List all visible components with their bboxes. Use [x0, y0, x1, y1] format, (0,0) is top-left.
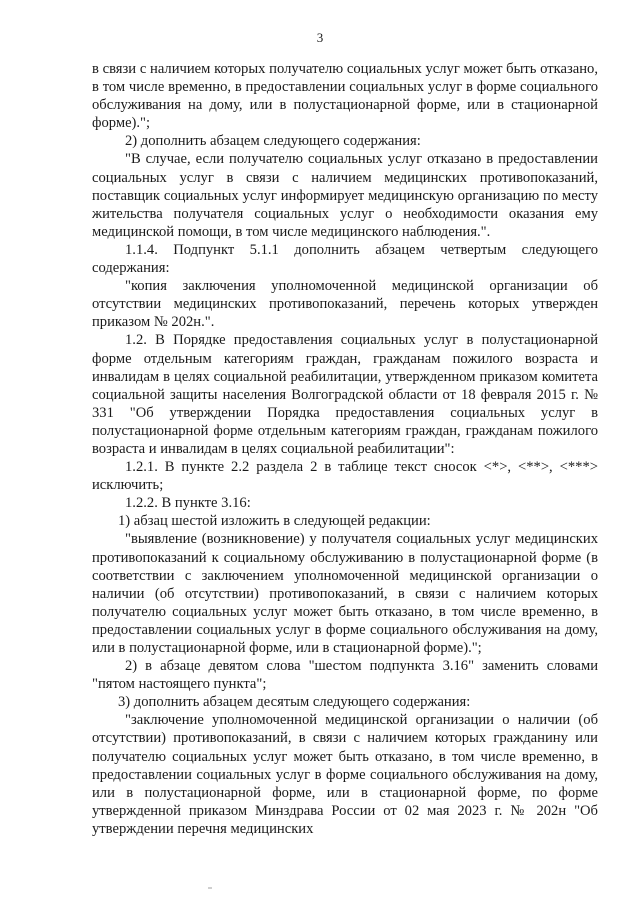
page-number: 3 — [316, 30, 324, 45]
paragraph: 2) дополнить абзацем следующего содержания: — [125, 133, 421, 150]
paragraph: "заключение уполномоченной медицинской организации о наличии (об отсутствии) противопоказаний, в связи с наличием которых гражданину или получателю социальных услуг может быть отказано, в том числе временно, в предоставлении социальных услуг в форме социального обслуживания на дому, или в полустационарной форме, или в стационарной форме, по форме утвержденной приказом Минздрава России от 02 мая 2023 г. № 202н "Об утверждении перечня медицинских — [92, 712, 598, 837]
paragraph: "выявление (возникновение) у получателя социальных услуг медицинских противопоказаний к социальному обслуживанию в полустационарной форме (в соответствии с заключением уполномоченной медицинской организации о наличии (об отсутствии) противопоказаний, в связи с наличием которых получателю социальных услуг может быть отказано, в том числе временно, в предоставлении социальных услуг в форме социального обслуживания на дому, или в полустационарной форме, или в стационарной форме)."; — [92, 531, 598, 656]
paragraph: 1.2.1. В пункте 2.2 раздела 2 в таблице текст сносок <*>, <**>, <***> исключить; — [92, 459, 598, 494]
paragraph: 1.1.4. Подпункт 5.1.1 дополнить абзацем четвертым следующего содержания: — [92, 241, 598, 277]
document-body — [92, 60, 598, 838]
paragraph: 1.2. В Порядке предоставления социальных услуг в полустационарной форме отдельным категориям граждан, гражданам пожилого возраста и инвалидам в целях социальной реабилитации, утвержденном приказом комитета социальной защиты населения Волгоградской области от 18 февраля 2015 г. № 331 "Об утверждении Порядка предоставления социальных услуг в полустационарной форме отдельным категориям граждан, гражданам пожилого возраста и инвалидам в целях социальной реабилитации": — [92, 332, 598, 457]
paragraph: "копия заключения уполномоченной медицинской организации об отсутствии медицинских противопоказаний, перечень которых утвержден приказом № 202н.". — [92, 278, 598, 331]
paragraph: 1) абзац шестой изложить в следующей редакции: — [118, 513, 431, 530]
paragraph: 3) дополнить абзацем десятым следующего содержания: — [118, 694, 471, 711]
paragraph: 1.2.2. В пункте 3.16: — [125, 495, 251, 512]
paragraph: в связи с наличием которых получателю социальных услуг может быть отказано, в том числе временно, в предоставлении социальных услуг в форме социального обслуживания на дому, или в полустационарной форме, или в стационарной форме)."; — [92, 61, 598, 132]
paragraph: "В случае, если получателю социальных услуг отказано в предоставлении социальных услуг в связи с наличием медицинских противопоказаний, поставщик социальных услуг информирует медицинскую организацию по месту жительства получателя социальных услуг о необходимости оказания ему медицинской помощи, в том числе медицинского наблюдения.". — [92, 151, 598, 240]
scan-artifact — [208, 887, 212, 889]
paragraph: 2) в абзаце девятом слова "шестом подпункта 3.16" заменить словами "пятом настоящего пункта"; — [92, 658, 598, 693]
